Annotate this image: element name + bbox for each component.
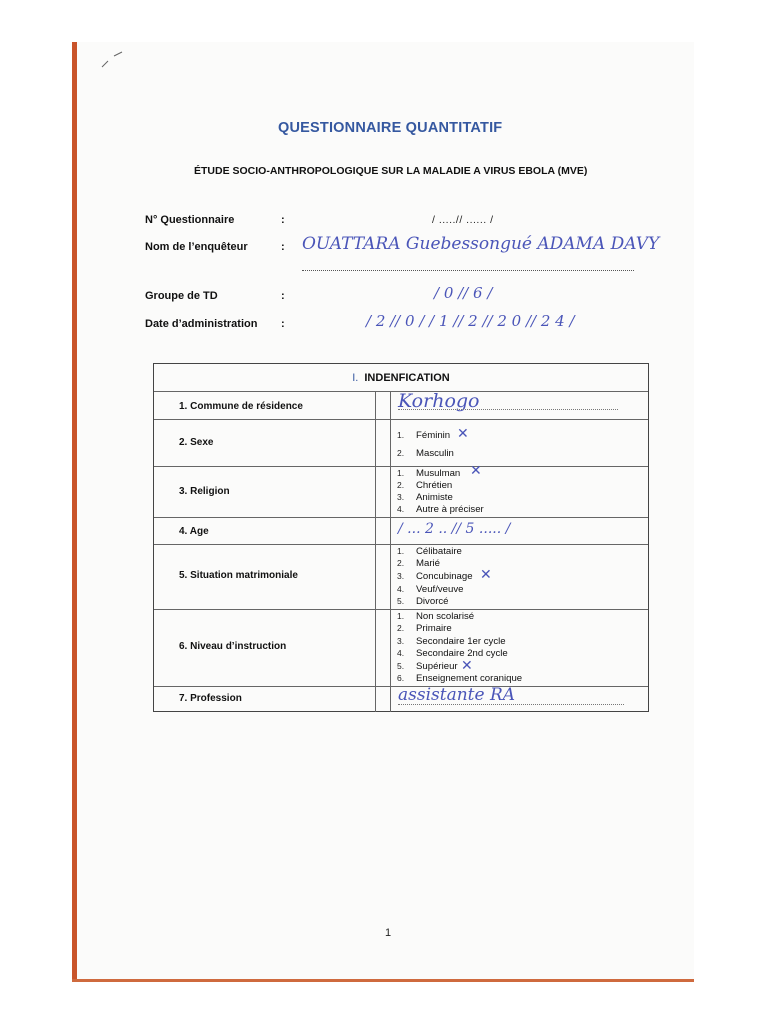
option-marie[interactable]: 2. Marié [397, 558, 440, 569]
groupe-td-colon: : [281, 290, 285, 302]
questionnaire-no-field[interactable]: / .....// ...... / [432, 214, 494, 226]
option-secondaire-1[interactable]: 3. Secondaire 1er cycle [397, 636, 506, 647]
option-chretien[interactable]: 2. Chrétien [397, 480, 453, 491]
pen-stroke-mark [100, 50, 124, 70]
document-subtitle: ÉTUDE SOCIO-ANTHROPOLOGIQUE SUR LA MALADIE A VIRUS EBOLA (MVE) [194, 165, 588, 177]
option-coranique[interactable]: 6. Enseignement coranique [397, 673, 523, 684]
date-admin-colon: : [281, 318, 285, 330]
enqueteur-label: Nom de l’enquêteur [145, 241, 248, 253]
option-divorce[interactable]: 5. Divorcé [397, 596, 449, 607]
option-musulman[interactable]: 1. Musulman [397, 468, 461, 479]
identification-table [153, 363, 649, 712]
date-admin-label: Date d’administration [145, 318, 258, 330]
x-mark-icon: ✕ [461, 658, 473, 674]
row-label-situation: 5. Situation matrimoniale [179, 570, 298, 581]
option-non-scolarise[interactable]: 1. Non scolarisé [397, 611, 475, 622]
page-number: 1 [385, 927, 392, 939]
option-feminin[interactable]: 1. Féminin [397, 430, 451, 441]
profession-answer[interactable]: assistante RA [398, 685, 516, 705]
x-mark-icon: ✕ [480, 567, 492, 583]
row-label-commune: 1. Commune de résidence [179, 401, 303, 412]
option-autre[interactable]: 4. Autre à préciser [397, 504, 484, 515]
paper-edge-bottom [72, 979, 694, 982]
row-label-sexe: 2. Sexe [179, 437, 214, 448]
commune-answer[interactable]: Korhogo [398, 390, 480, 412]
enqueteur-colon: : [281, 241, 285, 253]
section-heading [154, 372, 648, 384]
option-secondaire-2[interactable]: 4. Secondaire 2nd cycle [397, 648, 508, 659]
section-title: INDENFICATION [364, 372, 450, 384]
date-admin-field[interactable]: / 2 // 0 / / 1 // 2 // 2 0 // 2 4 / [366, 312, 575, 330]
option-veuf[interactable]: 4. Veuf/veuve [397, 584, 464, 595]
x-mark-icon: ✕ [457, 426, 469, 442]
section-roman-numeral: I. [352, 372, 359, 384]
option-superieur[interactable]: 5. Supérieur [397, 661, 458, 672]
x-mark-icon: ✕ [470, 463, 482, 479]
questionnaire-no-colon: : [281, 214, 285, 226]
row-label-age: 4. Age [179, 526, 209, 537]
option-celibataire[interactable]: 1. Célibataire [397, 546, 462, 557]
option-concubinage[interactable]: 3. Concubinage [397, 571, 473, 582]
row-label-niveau: 6. Niveau d’instruction [179, 641, 287, 652]
option-animiste[interactable]: 3. Animiste [397, 492, 453, 503]
groupe-td-field[interactable]: / 0 // 6 / [434, 284, 493, 302]
document-title: QUESTIONNAIRE QUANTITATIF [278, 120, 503, 136]
option-masculin[interactable]: 2. Masculin [397, 448, 454, 459]
row-label-profession: 7. Profession [179, 693, 242, 704]
age-answer[interactable]: / ... 2 .. // 5 ..... / [398, 521, 511, 537]
option-primaire[interactable]: 2. Primaire [397, 623, 452, 634]
paper-edge-left [72, 42, 77, 982]
row-label-religion: 3. Religion [179, 486, 230, 497]
groupe-td-label: Groupe de TD [145, 290, 218, 302]
enqueteur-name-field[interactable]: OUATTARA Guebessongué ADAMA DAVY [302, 234, 660, 254]
questionnaire-no-label: N° Questionnaire [145, 214, 235, 226]
enqueteur-dotted-line [302, 270, 634, 271]
